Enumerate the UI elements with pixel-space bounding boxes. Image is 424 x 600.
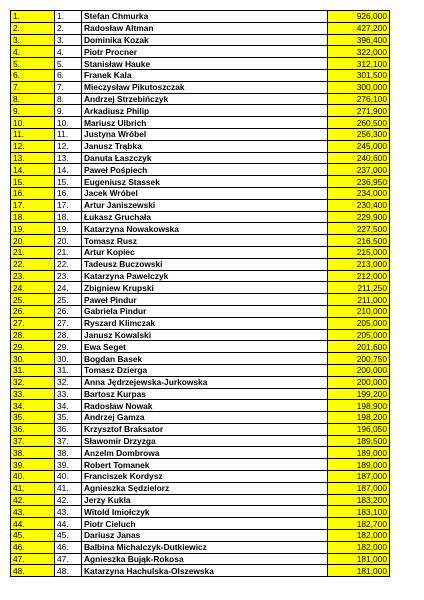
- name-cell: Danuta Łaszczyk: [82, 152, 328, 164]
- name-cell: Katarzyna Pawelczyk: [82, 270, 328, 282]
- rank-cell: 35.: [11, 412, 55, 424]
- value-cell: 301,500: [328, 69, 390, 81]
- name-cell: Artur Kopiec: [82, 246, 328, 258]
- value-cell: 189,500: [328, 435, 390, 447]
- name-cell: Janusz Trąbka: [82, 140, 328, 152]
- position-cell: 46.: [55, 541, 82, 553]
- position-cell: 35.: [55, 412, 82, 424]
- name-cell: Paweł Pośpiech: [82, 164, 328, 176]
- value-cell: 396,400: [328, 34, 390, 46]
- name-cell: Agnieszka Bująk-Rokosa: [82, 553, 328, 565]
- value-cell: 211,000: [328, 294, 390, 306]
- table-row: [11, 164, 390, 176]
- rank-cell: 10.: [11, 117, 55, 129]
- table-row: [11, 435, 390, 447]
- value-cell: 312,100: [328, 58, 390, 70]
- rank-cell: 27.: [11, 317, 55, 329]
- name-cell: Paweł Pindur: [82, 294, 328, 306]
- position-cell: 48.: [55, 565, 82, 577]
- rank-cell: 19.: [11, 223, 55, 235]
- table-row: [11, 329, 390, 341]
- value-cell: 926,000: [328, 11, 390, 23]
- rank-cell: 23.: [11, 270, 55, 282]
- rank-cell: 41.: [11, 482, 55, 494]
- value-cell: 182,000: [328, 541, 390, 553]
- rank-cell: 8.: [11, 93, 55, 105]
- rank-cell: 21.: [11, 246, 55, 258]
- rank-cell: 4.: [11, 46, 55, 58]
- value-cell: 271,900: [328, 105, 390, 117]
- value-cell: 237,000: [328, 164, 390, 176]
- name-cell: Piotr Cieluch: [82, 518, 328, 530]
- table-row: [11, 152, 390, 164]
- table-row: [11, 211, 390, 223]
- position-cell: 3.: [55, 34, 82, 46]
- value-cell: 187,000: [328, 471, 390, 483]
- value-cell: 256,300: [328, 128, 390, 140]
- value-cell: 210,000: [328, 305, 390, 317]
- position-cell: 12.: [55, 140, 82, 152]
- table-row: [11, 282, 390, 294]
- name-cell: Dominika Kozak: [82, 34, 328, 46]
- position-cell: 23.: [55, 270, 82, 282]
- position-cell: 8.: [55, 93, 82, 105]
- position-cell: 37.: [55, 435, 82, 447]
- rank-cell: 37.: [11, 435, 55, 447]
- table-row: [11, 58, 390, 70]
- table-row: [11, 81, 390, 93]
- table-row: [11, 553, 390, 565]
- rank-cell: 38.: [11, 447, 55, 459]
- name-cell: Radosław Nowak: [82, 400, 328, 412]
- rank-cell: 45.: [11, 530, 55, 542]
- rank-cell: 2.: [11, 22, 55, 34]
- table-row: [11, 294, 390, 306]
- position-cell: 47.: [55, 553, 82, 565]
- position-cell: 38.: [55, 447, 82, 459]
- name-cell: Katarzyna Nowakowska: [82, 223, 328, 235]
- rank-cell: 42.: [11, 494, 55, 506]
- value-cell: 229,900: [328, 211, 390, 223]
- rank-cell: 40.: [11, 471, 55, 483]
- name-cell: Mariusz Ulbrich: [82, 117, 328, 129]
- name-cell: Dariusz Janas: [82, 530, 328, 542]
- table-row: [11, 22, 390, 34]
- table-row: [11, 530, 390, 542]
- name-cell: Anzelm Dombrowa: [82, 447, 328, 459]
- name-cell: Balbina Michalczyk-Dutkiewicz: [82, 541, 328, 553]
- table-row: [11, 258, 390, 270]
- value-cell: 200,000: [328, 364, 390, 376]
- rank-cell: 3.: [11, 34, 55, 46]
- table-row: [11, 128, 390, 140]
- table-row: [11, 471, 390, 483]
- position-cell: 10.: [55, 117, 82, 129]
- name-cell: Justyna Wróbel: [82, 128, 328, 140]
- position-cell: 13.: [55, 152, 82, 164]
- table-row: [11, 423, 390, 435]
- name-cell: Ewa Seget: [82, 341, 328, 353]
- value-cell: 189,000: [328, 459, 390, 471]
- value-cell: 196,050: [328, 423, 390, 435]
- name-cell: Jerzy Kukla: [82, 494, 328, 506]
- table-row: [11, 105, 390, 117]
- position-cell: 27.: [55, 317, 82, 329]
- table-row: [11, 140, 390, 152]
- position-cell: 11.: [55, 128, 82, 140]
- rank-cell: 9.: [11, 105, 55, 117]
- name-cell: Stefan Chmurka: [82, 11, 328, 23]
- position-cell: 44.: [55, 518, 82, 530]
- ranking-table: [10, 10, 390, 577]
- table-row: [11, 459, 390, 471]
- position-cell: 43.: [55, 506, 82, 518]
- table-row: [11, 117, 390, 129]
- value-cell: 198,900: [328, 400, 390, 412]
- rank-cell: 47.: [11, 553, 55, 565]
- rank-cell: 17.: [11, 199, 55, 211]
- rank-cell: 34.: [11, 400, 55, 412]
- name-cell: Artur Janiszewski: [82, 199, 328, 211]
- value-cell: 234,000: [328, 187, 390, 199]
- position-cell: 33.: [55, 388, 82, 400]
- table-row: [11, 235, 390, 247]
- position-cell: 6.: [55, 69, 82, 81]
- rank-cell: 31.: [11, 364, 55, 376]
- name-cell: Franek Kala: [82, 69, 328, 81]
- value-cell: 199,200: [328, 388, 390, 400]
- rank-cell: 18.: [11, 211, 55, 223]
- value-cell: 189,000: [328, 447, 390, 459]
- value-cell: 215,000: [328, 246, 390, 258]
- position-cell: 22.: [55, 258, 82, 270]
- name-cell: Robert Tomanek: [82, 459, 328, 471]
- rank-cell: 7.: [11, 81, 55, 93]
- value-cell: 201,600: [328, 341, 390, 353]
- value-cell: 240,600: [328, 152, 390, 164]
- name-cell: Tomasz Rusz: [82, 235, 328, 247]
- name-cell: Piotr Procner: [82, 46, 328, 58]
- value-cell: 322,000: [328, 46, 390, 58]
- name-cell: Ryszard Klimczak: [82, 317, 328, 329]
- rank-cell: 48.: [11, 565, 55, 577]
- rank-cell: 16.: [11, 187, 55, 199]
- rank-cell: 43.: [11, 506, 55, 518]
- name-cell: Franciszek Kordysz: [82, 471, 328, 483]
- value-cell: 212,000: [328, 270, 390, 282]
- value-cell: 227,500: [328, 223, 390, 235]
- rank-cell: 29.: [11, 341, 55, 353]
- name-cell: Eugeniusz Stassek: [82, 176, 328, 188]
- table-row: [11, 176, 390, 188]
- position-cell: 26.: [55, 305, 82, 317]
- position-cell: 19.: [55, 223, 82, 235]
- table-row: [11, 400, 390, 412]
- rank-cell: 30.: [11, 353, 55, 365]
- value-cell: 427,200: [328, 22, 390, 34]
- rank-cell: 14.: [11, 164, 55, 176]
- name-cell: Anna Jędrzejewska-Jurkowska: [82, 376, 328, 388]
- position-cell: 9.: [55, 105, 82, 117]
- rank-cell: 5.: [11, 58, 55, 70]
- value-cell: 236,950: [328, 176, 390, 188]
- name-cell: Radosław Altman: [82, 22, 328, 34]
- position-cell: 39.: [55, 459, 82, 471]
- name-cell: Bogdan Basek: [82, 353, 328, 365]
- table-row: [11, 447, 390, 459]
- table-row: [11, 246, 390, 258]
- rank-cell: 44.: [11, 518, 55, 530]
- table-row: [11, 541, 390, 553]
- position-cell: 31.: [55, 364, 82, 376]
- table-row: [11, 341, 390, 353]
- position-cell: 2.: [55, 22, 82, 34]
- name-cell: Łukasz Gruchała: [82, 211, 328, 223]
- value-cell: 182,000: [328, 530, 390, 542]
- table-row: [11, 518, 390, 530]
- position-cell: 42.: [55, 494, 82, 506]
- value-cell: 230,400: [328, 199, 390, 211]
- position-cell: 40.: [55, 471, 82, 483]
- position-cell: 28.: [55, 329, 82, 341]
- name-cell: Tomasz Dzierga: [82, 364, 328, 376]
- rank-cell: 6.: [11, 69, 55, 81]
- position-cell: 7.: [55, 81, 82, 93]
- rank-cell: 46.: [11, 541, 55, 553]
- value-cell: 181,000: [328, 565, 390, 577]
- ranking-table-body: [11, 11, 390, 577]
- value-cell: 211,250: [328, 282, 390, 294]
- table-row: [11, 482, 390, 494]
- value-cell: 183,200: [328, 494, 390, 506]
- position-cell: 5.: [55, 58, 82, 70]
- value-cell: 182,700: [328, 518, 390, 530]
- name-cell: Jacek Wróbel: [82, 187, 328, 199]
- rank-cell: 11.: [11, 128, 55, 140]
- table-row: [11, 223, 390, 235]
- table-row: [11, 353, 390, 365]
- table-row: [11, 388, 390, 400]
- rank-cell: 13.: [11, 152, 55, 164]
- rank-cell: 25.: [11, 294, 55, 306]
- table-row: [11, 317, 390, 329]
- table-row: [11, 11, 390, 23]
- table-row: [11, 34, 390, 46]
- table-row: [11, 46, 390, 58]
- rank-cell: 22.: [11, 258, 55, 270]
- name-cell: Arkadiusz Philip: [82, 105, 328, 117]
- name-cell: Sławomir Drzyzga: [82, 435, 328, 447]
- value-cell: 245,000: [328, 140, 390, 152]
- position-cell: 18.: [55, 211, 82, 223]
- value-cell: 183,100: [328, 506, 390, 518]
- position-cell: 15.: [55, 176, 82, 188]
- name-cell: Tadeusz Buczowski: [82, 258, 328, 270]
- name-cell: Andrzej Gamza: [82, 412, 328, 424]
- table-row: [11, 506, 390, 518]
- position-cell: 16.: [55, 187, 82, 199]
- value-cell: 216,500: [328, 235, 390, 247]
- position-cell: 1.: [55, 11, 82, 23]
- position-cell: 36.: [55, 423, 82, 435]
- table-row: [11, 199, 390, 211]
- table-row: [11, 364, 390, 376]
- rank-cell: 20.: [11, 235, 55, 247]
- position-cell: 34.: [55, 400, 82, 412]
- rank-cell: 26.: [11, 305, 55, 317]
- value-cell: 198,200: [328, 412, 390, 424]
- position-cell: 24.: [55, 282, 82, 294]
- name-cell: Krzysztof Braksator: [82, 423, 328, 435]
- name-cell: Witold Imiołczyk: [82, 506, 328, 518]
- position-cell: 17.: [55, 199, 82, 211]
- table-row: [11, 305, 390, 317]
- rank-cell: 32.: [11, 376, 55, 388]
- table-row: [11, 270, 390, 282]
- value-cell: 276,100: [328, 93, 390, 105]
- value-cell: 187,000: [328, 482, 390, 494]
- value-cell: 260,500: [328, 117, 390, 129]
- position-cell: 32.: [55, 376, 82, 388]
- table-row: [11, 376, 390, 388]
- value-cell: 200,750: [328, 353, 390, 365]
- name-cell: Katarzyna Hachulska-Olszewska: [82, 565, 328, 577]
- name-cell: Gabriela Pindur: [82, 305, 328, 317]
- table-row: [11, 412, 390, 424]
- name-cell: Andrzej Strzebińczyk: [82, 93, 328, 105]
- value-cell: 200,000: [328, 376, 390, 388]
- rank-cell: 1.: [11, 11, 55, 23]
- name-cell: Bartosz Kurpas: [82, 388, 328, 400]
- position-cell: 41.: [55, 482, 82, 494]
- table-row: [11, 494, 390, 506]
- table-row: [11, 69, 390, 81]
- value-cell: 181,000: [328, 553, 390, 565]
- table-row: [11, 565, 390, 577]
- table-row: [11, 187, 390, 199]
- position-cell: 25.: [55, 294, 82, 306]
- value-cell: 205,000: [328, 329, 390, 341]
- rank-cell: 39.: [11, 459, 55, 471]
- name-cell: Stanisław Hauke: [82, 58, 328, 70]
- rank-cell: 28.: [11, 329, 55, 341]
- name-cell: Agnieszka Sędzielorz: [82, 482, 328, 494]
- position-cell: 14.: [55, 164, 82, 176]
- rank-cell: 24.: [11, 282, 55, 294]
- name-cell: Janusz Kowalski: [82, 329, 328, 341]
- position-cell: 21.: [55, 246, 82, 258]
- value-cell: 205,000: [328, 317, 390, 329]
- name-cell: Mieczysław Pikutoszczak: [82, 81, 328, 93]
- position-cell: 30.: [55, 353, 82, 365]
- rank-cell: 12.: [11, 140, 55, 152]
- position-cell: 45.: [55, 530, 82, 542]
- rank-cell: 33.: [11, 388, 55, 400]
- position-cell: 4.: [55, 46, 82, 58]
- value-cell: 213,000: [328, 258, 390, 270]
- rank-cell: 15.: [11, 176, 55, 188]
- position-cell: 20.: [55, 235, 82, 247]
- position-cell: 29.: [55, 341, 82, 353]
- name-cell: Zbigniew Krupski: [82, 282, 328, 294]
- table-row: [11, 93, 390, 105]
- value-cell: 300,000: [328, 81, 390, 93]
- rank-cell: 36.: [11, 423, 55, 435]
